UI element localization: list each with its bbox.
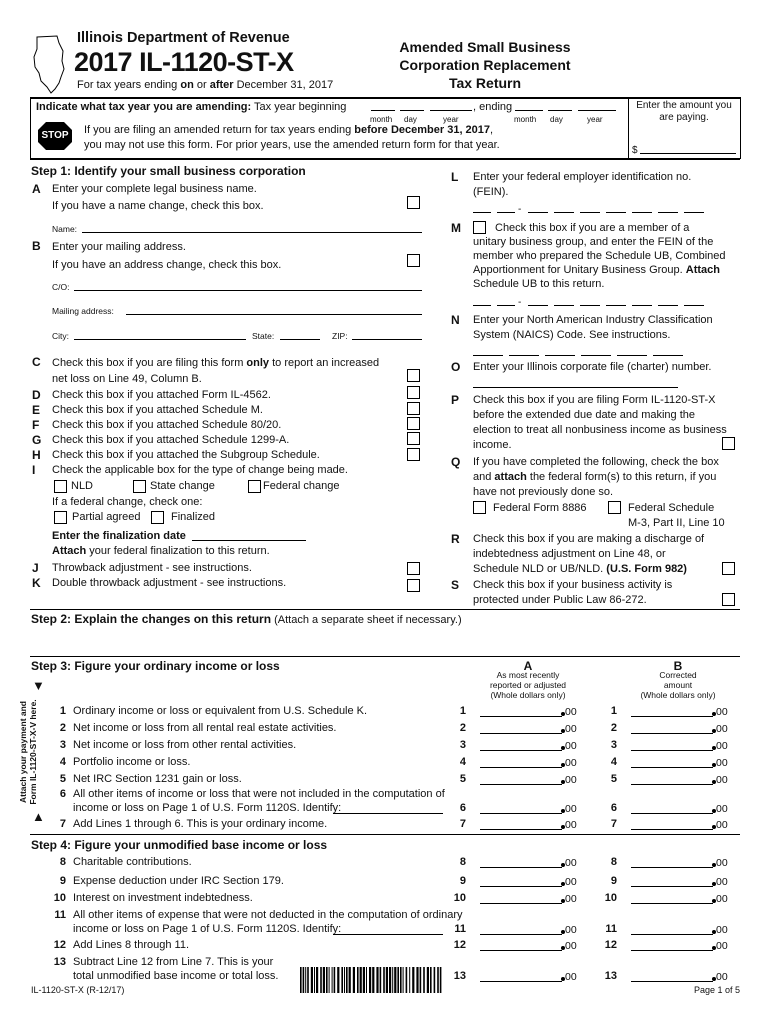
barcode-bar — [303, 967, 305, 993]
barcode-bar — [307, 967, 309, 993]
col-a-cents: 00 — [565, 876, 577, 888]
arrow-down-icon: ▼ — [32, 678, 45, 693]
line-description: Add Lines 8 through 11. — [73, 939, 189, 951]
barcode-bar — [394, 967, 396, 993]
payment-label: Enter the amount you are paying. — [636, 100, 732, 123]
barcode-bar — [427, 967, 429, 993]
col-a-cents: 00 — [565, 819, 577, 831]
nld-label: NLD — [71, 480, 94, 492]
finalization-date-label: Enter the finalization date — [52, 530, 186, 542]
col-a-line-number: 5 — [459, 773, 466, 785]
col-a-line-number: 4 — [459, 756, 466, 768]
line-number: 3 — [59, 739, 66, 751]
p-text-2: before the extended due date and making the — [473, 409, 696, 421]
label-e: E — [32, 403, 41, 417]
col-b-line-number: 13 — [604, 970, 617, 982]
checkbox-f[interactable] — [407, 417, 420, 430]
n-text-1: Enter your North American Industry Classification — [473, 314, 713, 326]
begin-month-caption: month — [370, 115, 393, 124]
column-a-header: As most recently reported or adjusted (Whole dollars only) — [489, 670, 567, 700]
business-name-field[interactable] — [82, 232, 422, 233]
line-number: 10 — [53, 892, 66, 904]
barcode-bar — [341, 967, 343, 993]
col-a-line-number: 1 — [459, 705, 466, 717]
m-text-4: Apportionment for Unitary Business Group. Attach — [473, 264, 720, 276]
attach-payment-note: Attach your payment and Form IL-1120-ST-X-V here. — [18, 699, 38, 805]
barcode-bar — [346, 967, 348, 993]
label-r: R — [451, 532, 460, 546]
checkbox-r[interactable] — [722, 562, 735, 575]
end-year-caption: year — [587, 115, 603, 124]
col-b-cents: 00 — [716, 819, 728, 831]
line-number: 13 — [53, 956, 66, 968]
barcode-bar — [380, 967, 382, 993]
begin-month-field[interactable] — [371, 110, 395, 111]
step3-title: Step 3: Figure your ordinary income or loss — [31, 659, 280, 673]
col-b-line-number: 1 — [610, 705, 617, 717]
federal-change-note: If a federal change, check one: — [52, 496, 203, 508]
line-description: Interest on investment indebtedness. — [73, 892, 253, 904]
line-description: Add Lines 1 through 6. This is your ordinary income. — [73, 818, 328, 830]
col-a-line-number: 11 — [454, 923, 466, 935]
label-l: L — [451, 170, 459, 184]
line-description: Net income or loss from other rental activities. — [73, 739, 297, 751]
label-n: N — [451, 313, 460, 327]
city-field[interactable] — [74, 339, 246, 340]
barcode-bar — [332, 967, 333, 993]
tax-period-note: For tax years ending on or after December 31, 2017 — [77, 79, 334, 91]
col-a-amount-field[interactable] — [480, 733, 562, 734]
federal-change-checkbox[interactable] — [248, 480, 261, 493]
line-number: 9 — [59, 875, 66, 887]
col-a-line-number: 10 — [453, 892, 466, 904]
identify-field[interactable] — [333, 813, 443, 814]
barcode-bar — [323, 967, 325, 993]
nld-checkbox[interactable] — [54, 480, 67, 493]
barcode-bar — [430, 967, 432, 993]
j-text: Throwback adjustment - see instructions. — [52, 562, 252, 574]
col-a-line-number: 8 — [459, 856, 466, 868]
barcode-bar — [397, 967, 399, 993]
barcode-bar — [360, 967, 362, 993]
col-b-cents: 00 — [716, 924, 728, 936]
line-number: 1 — [59, 705, 66, 717]
line-description: Portfolio income or loss. — [73, 756, 191, 768]
col-b-cents: 00 — [716, 857, 728, 869]
schedule-m3-label-1: Federal Schedule — [628, 502, 715, 514]
line-number: 7 — [59, 818, 66, 830]
checkbox-g[interactable] — [407, 432, 420, 445]
label-a: A — [32, 182, 41, 196]
zip-field[interactable] — [352, 339, 422, 340]
name-change-checkbox[interactable] — [407, 196, 420, 209]
col-b-line-number: 3 — [610, 739, 617, 751]
col-b-amount-field[interactable] — [631, 767, 713, 768]
m-text-1: Check this box if you are a member of a — [495, 222, 690, 234]
schedule-m3-label-2: M-3, Part II, Line 10 — [628, 517, 725, 529]
col-a-cents: 00 — [565, 857, 577, 869]
barcode-bar — [337, 967, 339, 993]
col-b-cents: 00 — [716, 971, 728, 983]
begin-year-field[interactable] — [430, 110, 472, 111]
address-change-checkbox[interactable] — [407, 254, 420, 267]
begin-year-caption: year — [443, 115, 459, 124]
stop-warning-1: If you are filing an amended return for tax years ending before December 31, 2017, — [84, 124, 494, 136]
mailing-address-field[interactable] — [126, 314, 422, 315]
unitary-checkbox[interactable] — [473, 221, 486, 234]
col-a-line-number: 3 — [459, 739, 466, 751]
checkbox-s[interactable] — [722, 593, 735, 606]
col-a-line-number: 7 — [459, 818, 466, 830]
col-b-line-number: 10 — [604, 892, 617, 904]
col-b-cents: 00 — [716, 803, 728, 815]
barcode-bar — [389, 967, 391, 993]
col-a-amount-field[interactable] — [480, 903, 562, 904]
col-b-line-number: 2 — [610, 722, 617, 734]
d-text: Check this box if you attached Form IL-4562. — [52, 389, 271, 401]
col-a-line-number: 13 — [453, 970, 466, 982]
line-description: All other items of expense that were not deducted in the computation of ordinary — [73, 909, 463, 921]
s-text-1: Check this box if your business activity is — [473, 579, 673, 591]
barcode-bar — [316, 967, 318, 993]
barcode-bar — [311, 967, 313, 993]
b-text-1: Enter your mailing address. — [52, 241, 186, 253]
col-b-cents: 00 — [716, 723, 728, 735]
col-b-line-number: 12 — [604, 939, 617, 951]
col-a-cents: 00 — [565, 706, 577, 718]
end-day-caption: day — [550, 115, 563, 124]
label-g: G — [32, 433, 42, 447]
b-text-2: If you have an address change, check this box. — [52, 259, 282, 271]
m-text-5: Schedule UB to this return. — [473, 278, 605, 290]
form-revision: IL-1120-ST-X (R-12/17) — [31, 985, 125, 995]
column-b-letter: B — [673, 659, 683, 673]
barcode-bar — [314, 967, 315, 993]
barcode-bar — [392, 967, 393, 993]
col-a-amount-field[interactable] — [480, 829, 562, 830]
e-text: Check this box if you attached Schedule M. — [52, 404, 263, 416]
line-description: All other items of income or loss that were not included in the computation of — [73, 788, 445, 800]
barcode-bar — [434, 967, 436, 993]
ending-label: , ending — [473, 101, 513, 113]
form-8886-label: Federal Form 8886 — [493, 502, 587, 514]
col-a-cents: 00 — [565, 940, 577, 952]
label-o: O — [451, 360, 461, 374]
col-a-line-number: 12 — [453, 939, 466, 951]
barcode-bar — [383, 967, 385, 993]
p-text-3: election to treat all nonbusiness income as business — [473, 424, 727, 436]
col-b-line-number: 11 — [605, 923, 617, 935]
a-text-1: Enter your complete legal business name. — [52, 183, 257, 195]
col-a-amount-field[interactable] — [480, 934, 562, 935]
col-b-line-number: 6 — [610, 802, 617, 814]
barcode-bar — [357, 967, 359, 993]
partial-agreed-checkbox[interactable] — [54, 511, 67, 524]
line-number: 5 — [59, 773, 66, 785]
state-change-label: State change — [150, 480, 215, 492]
line-description-cont: total unmodified base income or total loss. — [73, 970, 279, 982]
q-text-3: have not previously done so. — [473, 486, 614, 498]
label-m: M — [451, 221, 461, 235]
checkbox-p[interactable] — [722, 437, 735, 450]
line-description: Ordinary income or loss or equivalent from U.S. Schedule K. — [73, 705, 368, 717]
barcode-bar — [326, 967, 328, 993]
col-a-line-number: 2 — [459, 722, 466, 734]
a-text-2: If you have a name change, check this box. — [52, 200, 264, 212]
o-text: Enter your Illinois corporate file (charter) number. — [473, 361, 712, 373]
col-b-amount-field[interactable] — [631, 829, 713, 830]
zip-label: ZIP: — [332, 331, 348, 341]
line-number: 2 — [59, 722, 66, 734]
p-text-1: Check this box if you are filing Form IL-1120-ST-X — [473, 394, 716, 406]
col-b-amount-field[interactable] — [631, 903, 713, 904]
r-text-2: indebtedness adjustment on Line 48, or — [473, 548, 666, 560]
col-b-amount-field[interactable] — [631, 950, 713, 951]
checkbox-c[interactable] — [407, 369, 420, 382]
state-label: State: — [252, 331, 275, 341]
col-b-cents: 00 — [716, 940, 728, 952]
identify-field[interactable] — [333, 934, 443, 935]
col-b-cents: 00 — [716, 757, 728, 769]
checkbox-h[interactable] — [407, 448, 420, 461]
barcode-bar — [403, 967, 404, 993]
i-text: Check the applicable box for the type of change being made. — [52, 464, 348, 476]
line-number: 11 — [54, 909, 66, 921]
line-number: 4 — [59, 756, 66, 768]
line-number: 6 — [59, 788, 66, 800]
col-b-cents: 00 — [716, 893, 728, 905]
illinois-state-outline-icon — [31, 33, 67, 95]
col-b-line-number: 9 — [610, 875, 617, 887]
col-b-amount-field[interactable] — [631, 934, 713, 935]
form-title: 2017 IL-1120-ST-X — [74, 47, 294, 77]
col-b-amount-field[interactable] — [631, 733, 713, 734]
label-d: D — [32, 388, 41, 402]
col-a-cents: 00 — [565, 803, 577, 815]
r-text-1: Check this box if you are making a discharge of — [473, 533, 705, 545]
q-text-1: If you have completed the following, check the box — [473, 456, 719, 468]
explanation-area[interactable] — [30, 630, 740, 654]
attach-finalization-note: Attach your federal finalization to this return. — [52, 545, 270, 557]
barcode-bar — [372, 967, 374, 993]
barcode-bar — [440, 967, 442, 993]
col-a-amount-field[interactable] — [480, 867, 562, 868]
barcode-bar — [329, 967, 330, 993]
col-b-line-number: 7 — [610, 818, 617, 830]
col-b-cents: 00 — [716, 740, 728, 752]
n-text-2: System (NAICS) Code. See instructions. — [473, 329, 671, 341]
barcode — [300, 967, 445, 993]
col-a-amount-field[interactable] — [480, 813, 562, 814]
barcode-bar — [320, 967, 322, 993]
f-text: Check this box if you attached Schedule 80/20. — [52, 419, 282, 431]
col-b-amount-field[interactable] — [631, 716, 713, 717]
l-text-1: Enter your federal employer identification no. — [473, 171, 692, 183]
col-a-amount-field[interactable] — [480, 767, 562, 768]
finalization-date-field[interactable] — [192, 540, 306, 541]
col-b-amount-field[interactable] — [631, 867, 713, 868]
col-a-line-number: 6 — [459, 802, 466, 814]
l-text-2: (FEIN). — [473, 186, 509, 198]
checkbox-e[interactable] — [407, 402, 420, 415]
label-h: H — [32, 448, 41, 462]
schedule-m3-checkbox[interactable] — [608, 501, 621, 514]
line-number: 8 — [59, 856, 66, 868]
line-description-cont: income or loss on Page 1 of U.S. Form 1120S. Identify: — [73, 923, 342, 935]
barcode-bar — [412, 967, 414, 993]
tax-year-label: Indicate what tax year you are amending: Tax year beginning — [36, 101, 347, 113]
barcode-bar — [420, 967, 422, 993]
finalized-label: Finalized — [171, 511, 216, 523]
form-8886-checkbox[interactable] — [473, 501, 486, 514]
barcode-bar — [423, 967, 425, 993]
line-description: Charitable contributions. — [73, 856, 192, 868]
state-change-checkbox[interactable] — [133, 480, 146, 493]
end-day-field[interactable] — [548, 110, 572, 111]
label-p: P — [451, 393, 460, 407]
col-a-cents: 00 — [565, 723, 577, 735]
federal-change-label: Federal change — [263, 480, 340, 492]
begin-day-caption: day — [404, 115, 417, 124]
label-b: B — [32, 239, 41, 253]
finalized-checkbox[interactable] — [151, 511, 164, 524]
col-b-line-number: 4 — [610, 756, 617, 768]
column-a-letter: A — [523, 659, 533, 673]
barcode-bar — [300, 967, 302, 993]
stop-warning-2: you may not use this form. For prior years, use the amended return form for that year. — [84, 139, 500, 151]
co-label: C/O: — [52, 282, 70, 292]
m-text-2: unitary business group, and enter the FEIN of the — [473, 236, 714, 248]
c-text-2: net loss on Line 49, Column B. — [52, 373, 202, 385]
col-a-cents: 00 — [565, 893, 577, 905]
col-a-amount-field[interactable] — [480, 784, 562, 785]
line-description-cont: income or loss on Page 1 of U.S. Form 1120S. Identify: — [73, 802, 342, 814]
s-text-2: protected under Public Law 86-272. — [473, 594, 647, 606]
g-text: Check this box if you attached Schedule 1299-A. — [52, 434, 290, 446]
col-a-cents: 00 — [565, 971, 577, 983]
step4-title: Step 4: Figure your unmodified base income or loss — [31, 838, 328, 852]
col-a-cents: 00 — [565, 740, 577, 752]
col-a-cents: 00 — [565, 757, 577, 769]
label-q: Q — [451, 455, 461, 469]
checkbox-j[interactable] — [407, 562, 420, 575]
col-b-line-number: 5 — [610, 773, 617, 785]
city-label: City: — [52, 331, 69, 341]
mailing-address-label: Mailing address: — [52, 306, 114, 316]
col-b-cents: 00 — [716, 706, 728, 718]
barcode-bar — [437, 967, 439, 993]
barcode-bar — [400, 967, 402, 993]
barcode-bar — [344, 967, 345, 993]
k-text: Double throwback adjustment - see instructions. — [52, 577, 287, 589]
q-text-2: and attach the federal form(s) to this return, if you — [473, 471, 717, 483]
col-a-amount-field[interactable] — [480, 716, 562, 717]
col-b-line-number: 8 — [610, 856, 617, 868]
line-description: Net income or loss from all rental real estate activities. — [73, 722, 337, 734]
state-field[interactable] — [280, 339, 320, 340]
col-b-cents: 00 — [716, 876, 728, 888]
col-a-amount-field[interactable] — [480, 886, 562, 887]
col-a-amount-field[interactable] — [480, 750, 562, 751]
step2-title: Step 2: Explain the changes on this return (Attach a separate sheet if necessary.) — [31, 612, 462, 626]
line-description: Net IRC Section 1231 gain or loss. — [73, 773, 242, 785]
checkbox-d[interactable] — [407, 386, 420, 399]
col-a-line-number: 9 — [459, 875, 466, 887]
stop-label: STOP — [41, 130, 69, 141]
page-number: Page 1 of 5 — [694, 985, 741, 995]
barcode-bar — [349, 967, 351, 993]
label-c: C — [32, 355, 41, 369]
end-month-caption: month — [514, 115, 537, 124]
line-description: Subtract Line 12 from Line 7. This is your — [73, 956, 274, 968]
col-a-cents: 00 — [565, 774, 577, 786]
label-i: I — [32, 463, 36, 477]
barcode-bar — [376, 967, 378, 993]
h-text: Check this box if you attached the Subgroup Schedule. — [52, 449, 320, 461]
name-label: Name: — [52, 224, 78, 234]
c-text-1: Check this box if you are filing this form only to report an increased — [52, 357, 380, 369]
col-a-cents: 00 — [565, 924, 577, 936]
col-b-amount-field[interactable] — [631, 813, 713, 814]
barcode-bar — [409, 967, 410, 993]
label-k: K — [32, 576, 41, 590]
barcode-bar — [369, 967, 371, 993]
col-a-amount-field[interactable] — [480, 981, 562, 982]
charter-number-field[interactable] — [473, 387, 678, 388]
col-b-amount-field[interactable] — [631, 784, 713, 785]
partial-agreed-label: Partial agreed — [72, 511, 141, 523]
barcode-bar — [305, 967, 306, 993]
barcode-bar — [366, 967, 367, 993]
dollar-sign: $ — [632, 145, 638, 156]
r-text-3: Schedule NLD or UB/NLD. (U.S. Form 982) — [473, 563, 687, 575]
checkbox-k[interactable] — [407, 579, 420, 592]
col-a-amount-field[interactable] — [480, 950, 562, 951]
m-text-3: member who prepared the Schedule UB, Combined — [473, 250, 726, 262]
column-b-header: Corrected amount (Whole dollars only) — [640, 670, 716, 700]
end-year-field[interactable] — [578, 110, 616, 111]
barcode-bar — [334, 967, 336, 993]
begin-day-field[interactable] — [400, 110, 424, 111]
line-description: Expense deduction under IRC Section 179. — [73, 875, 284, 887]
step1-title: Step 1: Identify your small business corporation — [31, 164, 306, 178]
end-month-field[interactable] — [515, 110, 543, 111]
co-field[interactable] — [74, 290, 422, 291]
label-s: S — [451, 578, 460, 592]
department-name: Illinois Department of Revenue — [77, 30, 290, 46]
col-b-amount-field[interactable] — [631, 981, 713, 982]
barcode-bar — [416, 967, 418, 993]
barcode-bar — [406, 967, 408, 993]
p-text-4: income. — [473, 439, 512, 451]
payment-amount-field[interactable] — [640, 153, 736, 154]
col-b-amount-field[interactable] — [631, 886, 713, 887]
return-title: Amended Small Business Corporation Replacement Tax Return — [399, 39, 571, 91]
line-number: 12 — [53, 939, 66, 951]
label-j: J — [32, 561, 39, 575]
barcode-bar — [353, 967, 355, 993]
arrow-up-icon: ▲ — [32, 809, 45, 824]
col-b-amount-field[interactable] — [631, 750, 713, 751]
barcode-bar — [363, 967, 365, 993]
barcode-bar — [386, 967, 388, 993]
col-b-cents: 00 — [716, 774, 728, 786]
label-f: F — [32, 418, 40, 432]
